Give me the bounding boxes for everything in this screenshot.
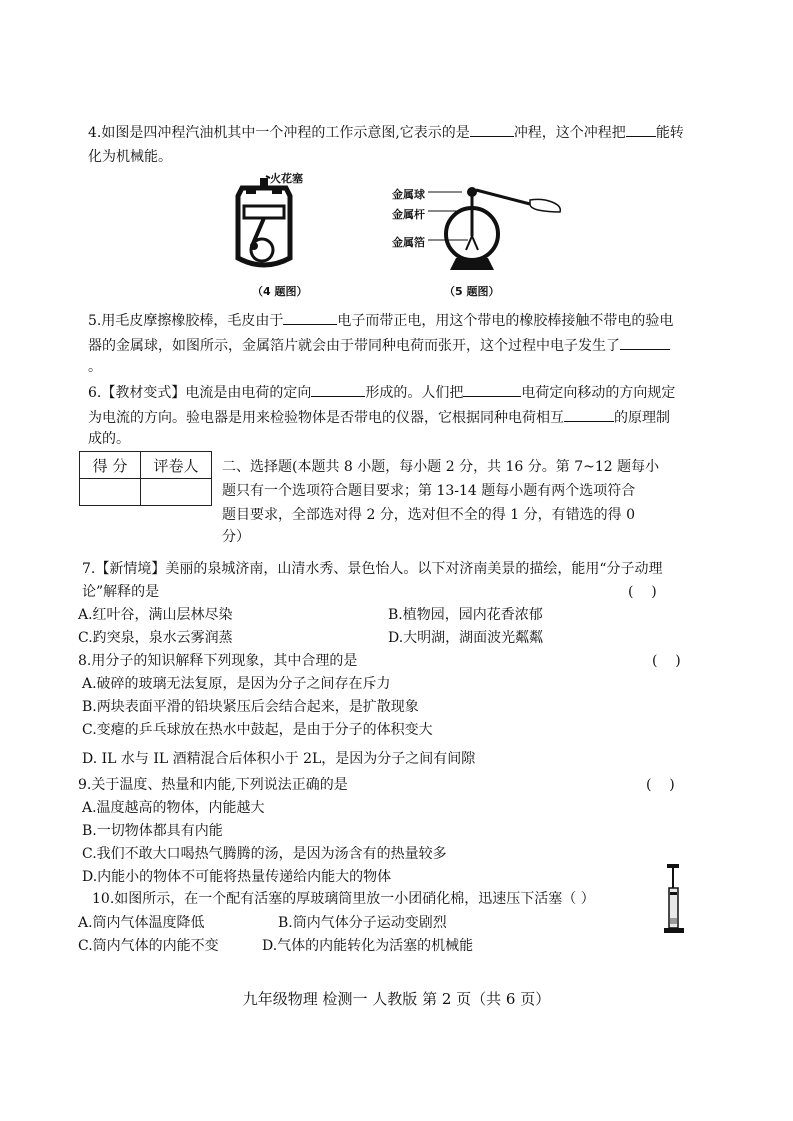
q8-option-c: C.变瘪的乒乓球放在热水中鼓起，是由于分子的体积变大 — [82, 722, 433, 738]
score-table — [79, 451, 212, 506]
q7-option-d: D.大明湖，湖面波光粼粼 — [388, 630, 544, 646]
q9-option-d: D.内能小的物体不可能将热量传递给内能大的物体 — [82, 869, 392, 885]
electroscope-caption: （5 题图） — [444, 285, 500, 298]
metal-rod-label: 金属杆 — [392, 208, 425, 221]
q5-line2 — [88, 335, 670, 355]
score-cell[interactable] — [80, 479, 141, 506]
q5-blank-2[interactable] — [620, 335, 670, 350]
section2-line1: 二、选择题(本题共 8 小题，每小题 2 分，共 16 分。第 7~12 题每小 — [222, 459, 660, 475]
q4-text-c: 能转 — [655, 125, 684, 141]
q6-text-e: 的原理制 — [614, 410, 670, 426]
q4-blank-2[interactable] — [626, 122, 656, 137]
q5-line3: 。 — [88, 359, 102, 375]
q8-option-b: B.两块表面平滑的铅块紧压后会结合起来，是扩散现象 — [82, 699, 419, 715]
q10-option-b: B.筒内气体分子运动变剧烈 — [278, 915, 447, 931]
q4-text-b: 冲程，这个冲程把 — [513, 125, 626, 141]
q8-answer-bracket[interactable]: ( ) — [652, 653, 681, 669]
q7-option-c: C.趵突泉，泉水云雾润蒸 — [78, 630, 233, 646]
q4-line1 — [88, 122, 684, 142]
q5-line1 — [88, 310, 673, 330]
q6-text-d: 为电流的方向。验电器是用来检验物体是否带电的仪器，它根据同种电荷相互 — [88, 410, 564, 426]
engine-figure — [230, 166, 330, 274]
score-header: 得 分 — [80, 452, 141, 479]
grader-header: 评卷人 — [141, 452, 212, 479]
piston-cylinder-figure — [660, 862, 690, 936]
q7-line2: 论”解释的是 — [82, 584, 160, 600]
q5-blank-1[interactable] — [283, 310, 337, 325]
piston-cylinder-icon — [660, 862, 690, 936]
q4-line2: 化为机械能。 — [88, 149, 172, 165]
q8-option-d: D. IL 水与 IL 酒精混合后体积小于 2L，是因为分子之间有间隙 — [82, 751, 476, 767]
q10-stem: 10.如图所示，在一个配有活塞的厚玻璃筒里放一小团硝化棉，迅速压下活塞（ ） — [92, 891, 595, 907]
q4-blank-1[interactable] — [470, 122, 514, 137]
metal-ball-label: 金属球 — [392, 188, 425, 201]
q6-blank-3[interactable] — [564, 407, 614, 422]
q9-option-a: A.温度越高的物体，内能越大 — [82, 800, 265, 816]
q9-option-b: B.一切物体都具有内能 — [82, 823, 223, 839]
q10-option-d: D.气体的内能转化为活塞的机械能 — [262, 938, 474, 954]
q10-option-c: C.筒内气体的内能不变 — [78, 938, 219, 954]
section2-line3: 题目要求，全部选对得 2 分，选对但不全的得 1 分，有错选的得 0 — [222, 507, 635, 523]
electroscope-diagram-icon — [392, 178, 567, 274]
q10-option-a: A.筒内气体温度降低 — [78, 915, 205, 931]
q6-text-c: 电荷定向移动的方向规定 — [521, 385, 676, 401]
q7-option-b: B.植物园，园内花香浓郁 — [388, 607, 543, 623]
q6-text-a: 6.【教材变式】电流是由电荷的定向 — [88, 385, 312, 401]
q9-option-c: C.我们不敢大口喝热气腾腾的汤，是因为汤含有的热量较多 — [82, 846, 447, 862]
q6-line2 — [88, 407, 670, 427]
q6-line3: 成的。 — [88, 431, 130, 447]
engine-caption: （4 题图） — [252, 285, 308, 298]
q6-blank-1[interactable] — [311, 382, 365, 397]
q5-text-b: 电子而带正电，用这个带电的橡胶棒接触不带电的验电 — [337, 313, 674, 329]
q7-answer-bracket[interactable]: ( ) — [628, 584, 657, 600]
q5-text-c: 器的金属球，如图所示，金属箔片就会由于带同种电荷而张开，这个过程中电子发生了 — [88, 338, 620, 354]
q6-blank-2[interactable] — [463, 382, 521, 397]
q4-text-a: 4.如图是四冲程汽油机其中一个冲程的工作示意图,它表示的是 — [88, 125, 470, 141]
q8-option-a: A.破碎的玻璃无法复原，是因为分子之间存在斥力 — [82, 676, 391, 692]
q7-option-a: A.红叶谷，满山层林尽染 — [78, 607, 233, 623]
section2-line4: 分） — [222, 529, 250, 545]
grader-cell[interactable] — [141, 479, 212, 506]
page-footer: 九年级物理 检测一 人教版 第 2 页（共 6 页） — [242, 990, 551, 1008]
q6-text-b: 形成的。人们把 — [365, 385, 464, 401]
q9-answer-bracket[interactable]: ( ) — [646, 777, 675, 793]
q9-stem: 9.关于温度、热量和内能,下列说法正确的是 — [78, 777, 348, 793]
electroscope-figure — [392, 178, 567, 274]
spark-plug-label: 火花塞 — [270, 172, 303, 185]
q5-text-a: 5.用毛皮摩擦橡胶棒，毛皮由于 — [88, 313, 284, 329]
q7-line1: 7.【新情境】美丽的泉城济南，山清水秀、景色怡人。以下对济南美景的描绘，能用“分子动理 — [82, 561, 663, 577]
q8-stem: 8.用分子的知识解释下列现象，其中合理的是 — [78, 653, 358, 669]
section2-line2: 题只有一个选项符合题目要求；第 13-14 题每小题有两个选项符合 — [222, 483, 636, 499]
q6-line1 — [88, 382, 675, 402]
metal-foil-label: 金属箔 — [392, 236, 425, 249]
